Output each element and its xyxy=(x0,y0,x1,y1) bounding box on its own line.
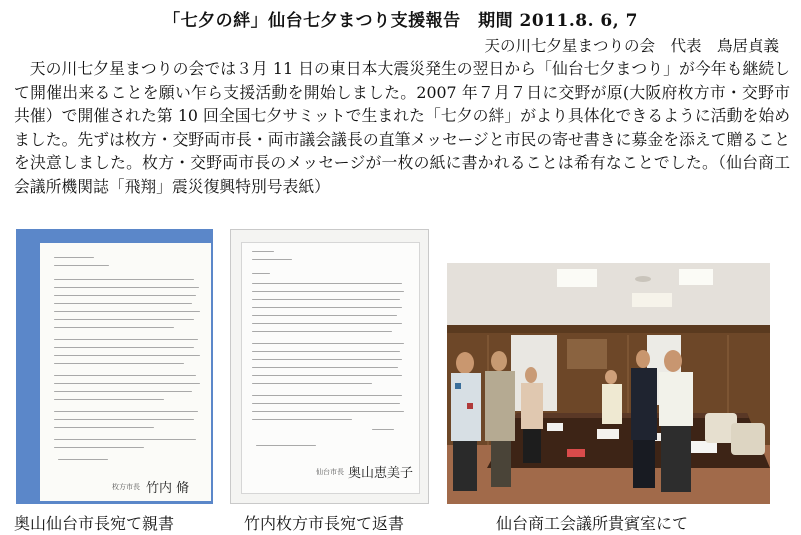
signature-2: 奥山恵美子 xyxy=(348,466,414,481)
caption-2: 竹内枚方市長宛て返書 xyxy=(244,514,405,533)
author-line: 天の川七夕星まつりの会 代表 鳥居貞義 xyxy=(484,37,779,55)
letter-paper: 枚方市長 竹内 脩 xyxy=(40,243,211,501)
letter-photo-2 xyxy=(230,229,429,504)
signature-1: 竹内 脩 xyxy=(146,481,190,496)
caption-3: 仙台商工会議所貴賓室にて xyxy=(496,514,689,533)
meeting-room-photo xyxy=(447,263,770,504)
body-paragraph: 天の川七夕星まつりの会では３月 11 日の東日本大震災発生の翌日から「仙台七夕まつり」が今年も継続して開催出来ることを願い乍ら支援活動を開始しました。2007 年７月７日に交野が原(大阪府枚方市・交野市共催）で開催された第 10 回全国七夕サミットで生まれた「七夕の絆」がより具体化できるように活動を始めました。先ずは枚方・交野両市長・両市議会議長の直筆メッセージと市民の寄せ書きに募金を添えて贈ることを決意しました。枚方・交野両市長のメッセージが一枚の紙に書かれることは希有なことでした。（仙台商工会議所機関誌「飛翔」震災復興特別号表紙） xyxy=(14,59,790,196)
page-title: 「七夕の絆」仙台七夕まつり支援報告 期間 2011.8. 6, 7 xyxy=(163,11,638,31)
caption-1: 奥山仙台市長宛て親書 xyxy=(14,514,175,533)
letter-paper: 仙台市長 奥山恵美子 xyxy=(241,242,420,494)
meeting-room-illustration xyxy=(447,263,770,504)
letter-photo-1 xyxy=(16,229,213,504)
